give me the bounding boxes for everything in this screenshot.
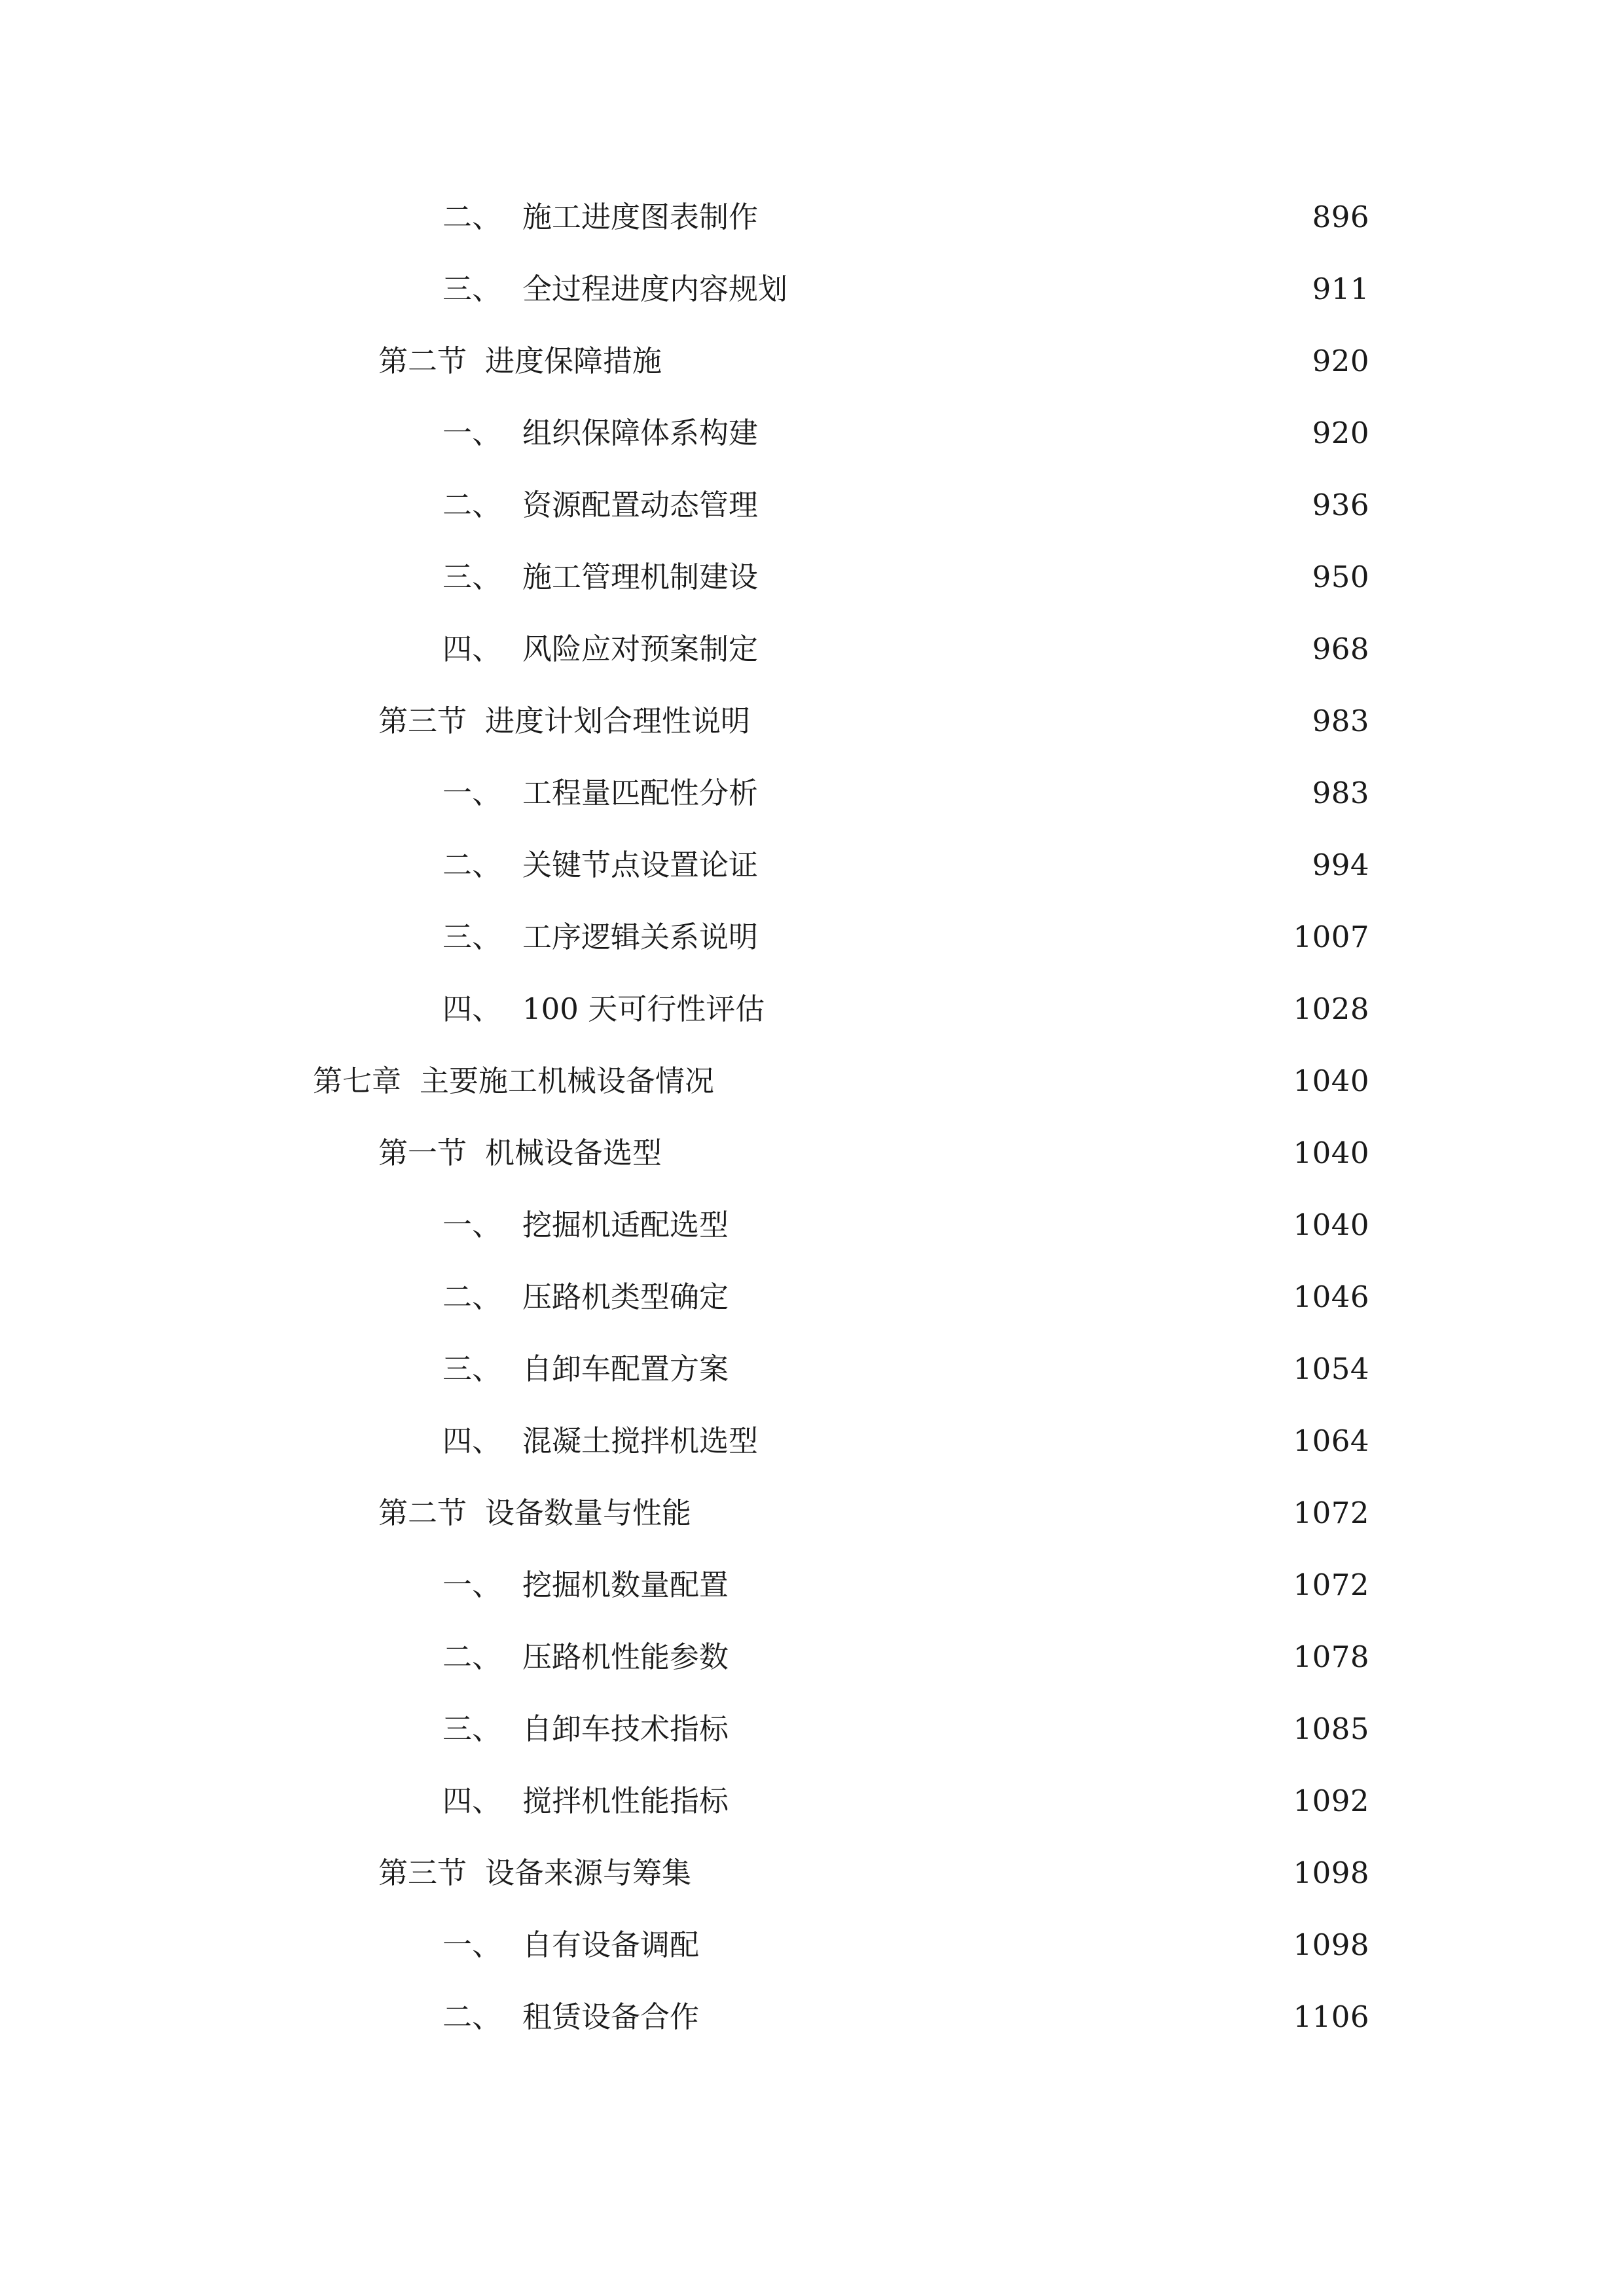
toc-page-number: 968: [1312, 632, 1369, 666]
toc-entry-title: 工序逻辑关系说明: [522, 920, 759, 954]
toc-entry-section[interactable]: [378, 1487, 1369, 1539]
toc-item-marker: 一、: [442, 1568, 502, 1602]
toc-item-marker: 二、: [442, 848, 502, 882]
toc-page-number: 1078: [1293, 1640, 1369, 1674]
toc-entry-title: 进度保障措施: [485, 344, 662, 378]
dot-leader: [768, 191, 1303, 243]
toc-entry-item[interactable]: [442, 263, 1369, 315]
dot-leader: [775, 983, 1284, 1035]
toc-item-marker: 二、: [442, 1280, 502, 1314]
toc-item-marker: 一、: [442, 1208, 502, 1242]
dot-leader: [798, 263, 1303, 315]
toc-entry-item[interactable]: [442, 1271, 1369, 1323]
dot-leader: [739, 1631, 1284, 1683]
toc-entry-title: 搅拌机性能指标: [522, 1784, 729, 1818]
toc-item-marker: 四、: [442, 1424, 502, 1458]
toc-entry-item[interactable]: [442, 1199, 1369, 1251]
toc-page-number: 1040: [1293, 1208, 1369, 1242]
dot-leader: [739, 1775, 1284, 1827]
toc-page-number: 950: [1312, 560, 1369, 594]
toc-entry-item[interactable]: [442, 1991, 1369, 2043]
toc-page-number: 936: [1312, 488, 1369, 522]
toc-entry-item[interactable]: [442, 623, 1369, 675]
toc-entry-item[interactable]: [442, 479, 1369, 531]
toc-entry-item[interactable]: [442, 1415, 1369, 1467]
dot-leader: [768, 479, 1303, 531]
toc-entry-section[interactable]: [378, 695, 1369, 747]
toc-entry-title: 风险应对预案制定: [522, 632, 759, 666]
toc-entry-item[interactable]: [442, 839, 1369, 891]
toc-entry-title: 工程量匹配性分析: [522, 776, 759, 810]
dot-leader: [710, 1919, 1284, 1971]
toc-section-marker: 第二节: [378, 1496, 467, 1530]
toc-page-number: 896: [1312, 200, 1369, 234]
dot-leader: [725, 1055, 1284, 1107]
toc-entry-title: 挖掘机数量配置: [522, 1568, 729, 1602]
dot-leader: [768, 623, 1303, 675]
toc-page-number: 1092: [1293, 1784, 1369, 1818]
toc-section-marker: 第三节: [378, 704, 467, 738]
toc-page-number: 911: [1312, 272, 1369, 306]
toc-entry-title: 施工管理机制建设: [522, 560, 759, 594]
toc-entry-item[interactable]: [442, 1703, 1369, 1755]
toc-item-marker: 一、: [442, 416, 502, 450]
toc-page-number: 920: [1312, 416, 1369, 450]
toc-entry-chapter[interactable]: [313, 1055, 1369, 1107]
toc-entry-title: 全过程进度内容规划: [522, 272, 788, 306]
toc-entry-title: 混凝土搅拌机选型: [522, 1424, 759, 1458]
toc-entry-title: 挖掘机适配选型: [522, 1208, 729, 1242]
toc-entry-title: 自卸车配置方案: [522, 1352, 729, 1386]
dot-leader: [739, 1199, 1284, 1251]
dot-leader: [672, 1127, 1284, 1179]
toc-page-number: 1106: [1293, 2000, 1369, 2034]
toc-page-number: 994: [1312, 848, 1369, 882]
toc-entry-item[interactable]: [442, 911, 1369, 963]
toc-entry-item[interactable]: [442, 551, 1369, 603]
toc-entry-title: 资源配置动态管理: [522, 488, 759, 522]
toc-entry-item[interactable]: [442, 407, 1369, 459]
toc-entry-item[interactable]: [442, 1775, 1369, 1827]
dot-leader: [710, 1991, 1284, 2043]
toc-entry-item[interactable]: [442, 767, 1369, 819]
dot-leader: [768, 767, 1303, 819]
toc-item-marker: 四、: [442, 1784, 502, 1818]
toc-entry-title: 机械设备选型: [485, 1136, 662, 1170]
dot-leader: [702, 1487, 1284, 1539]
toc-entry-title: 主要施工机械设备情况: [420, 1064, 715, 1098]
toc-item-marker: 三、: [442, 1712, 502, 1746]
toc-entry-section[interactable]: [378, 335, 1369, 387]
toc-entry-item[interactable]: [442, 983, 1369, 1035]
toc-entry-section[interactable]: [378, 1847, 1369, 1899]
toc-page-number: 983: [1312, 704, 1369, 738]
toc-entry-title: 压路机性能参数: [522, 1640, 729, 1674]
dot-leader: [768, 551, 1303, 603]
toc-item-marker: 三、: [442, 920, 502, 954]
toc-item-marker: 三、: [442, 1352, 502, 1386]
toc-entry-title: 进度计划合理性说明: [485, 704, 751, 738]
toc-item-marker: 三、: [442, 560, 502, 594]
toc-page-number: 983: [1312, 776, 1369, 810]
toc-item-marker: 二、: [442, 2000, 502, 2034]
toc-entry-title: 施工进度图表制作: [522, 200, 759, 234]
toc-entry-title: 自卸车技术指标: [522, 1712, 729, 1746]
toc-entry-title: 设备来源与筹集: [485, 1856, 692, 1890]
toc-entry-title: 自有设备调配: [522, 1928, 700, 1962]
toc-entry-title: 设备数量与性能: [485, 1496, 692, 1530]
toc-page-number: 1072: [1293, 1568, 1369, 1602]
toc-entry-item[interactable]: [442, 1559, 1369, 1611]
toc-entry-item[interactable]: [442, 1631, 1369, 1683]
toc-entry-title: 压路机类型确定: [522, 1280, 729, 1314]
toc-page-number: 1085: [1293, 1712, 1369, 1746]
toc-page-number: 1007: [1293, 920, 1369, 954]
toc-item-marker: 一、: [442, 1928, 502, 1962]
toc-page-number: 1054: [1293, 1352, 1369, 1386]
toc-page-number: 1072: [1293, 1496, 1369, 1530]
toc-item-marker: 二、: [442, 200, 502, 234]
toc-entry-title: 组织保障体系构建: [522, 416, 759, 450]
dot-leader: [768, 911, 1284, 963]
dot-leader: [739, 1559, 1284, 1611]
dot-leader: [739, 1343, 1284, 1395]
toc-item-marker: 二、: [442, 488, 502, 522]
toc-page-number: 1040: [1293, 1064, 1369, 1098]
toc-entry-title: 100 天可行性评估: [522, 992, 765, 1026]
dot-leader: [768, 839, 1303, 891]
toc-item-marker: 三、: [442, 272, 502, 306]
dot-leader: [768, 407, 1303, 459]
toc-entry-item[interactable]: [442, 1919, 1369, 1971]
dot-leader: [761, 695, 1303, 747]
toc-entry-item[interactable]: [442, 1343, 1369, 1395]
dot-leader: [739, 1703, 1284, 1755]
toc-entry-section[interactable]: [378, 1127, 1369, 1179]
toc-page-number: 1064: [1293, 1424, 1369, 1458]
toc-page-number: 1046: [1293, 1280, 1369, 1314]
toc-page-number: 1098: [1293, 1928, 1369, 1962]
toc-chapter-marker: 第七章: [313, 1064, 402, 1098]
toc-section-marker: 第一节: [378, 1136, 467, 1170]
toc-page-number: 1098: [1293, 1856, 1369, 1890]
toc-item-marker: 二、: [442, 1640, 502, 1674]
toc-entry-title: 关键节点设置论证: [522, 848, 759, 882]
toc-entry-title: 租赁设备合作: [522, 2000, 700, 2034]
toc-item-marker: 四、: [442, 992, 502, 1026]
dot-leader: [739, 1271, 1284, 1323]
toc-item-marker: 一、: [442, 776, 502, 810]
toc-page-number: 1028: [1293, 992, 1369, 1026]
dot-leader: [702, 1847, 1284, 1899]
toc-entry-item[interactable]: [442, 191, 1369, 243]
toc-item-marker: 四、: [442, 632, 502, 666]
toc-page-number: 1040: [1293, 1136, 1369, 1170]
toc-section-marker: 第二节: [378, 344, 467, 378]
dot-leader: [672, 335, 1303, 387]
toc-page-number: 920: [1312, 344, 1369, 378]
toc-section-marker: 第三节: [378, 1856, 467, 1890]
dot-leader: [768, 1415, 1284, 1467]
